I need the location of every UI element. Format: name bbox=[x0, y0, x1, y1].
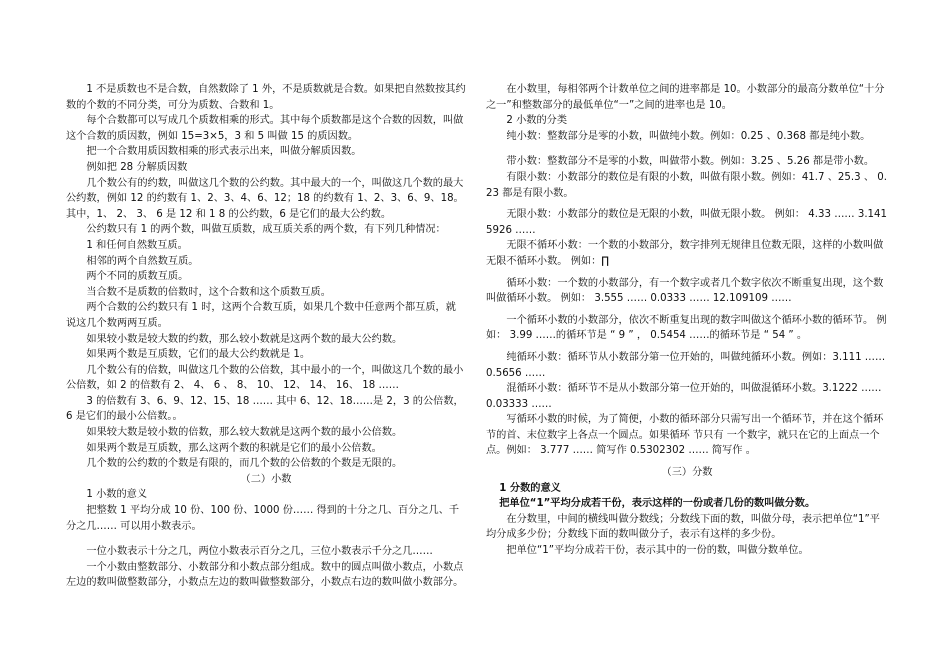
right-column-paragraph: 循环小数：一个数的小数部分，有一个数字或者几个数字依次不断重复出现，这个数叫做循环小数。 例如： 3.555 …… 0.0333 …… 12.109109 …… bbox=[486, 277, 884, 305]
left-column-paragraph: 如果较大数是较小数的倍数，那么较大数就是这两个数的最小公倍数。 bbox=[86, 427, 403, 439]
left-column-paragraph: 公约数只有 1 的两个数，叫做互质数，成互质关系的两个数，有下列几种情况： bbox=[86, 224, 446, 236]
left-column-paragraph: 几个数公有的倍数，叫做这几个数的公倍数，其中最小的一个，叫做这几个数的最小公倍数，如 2 的倍数有 2、 4、 6 、 8、 10、 12、 14、 16、 18 …… bbox=[66, 364, 464, 392]
right-column-paragraph: 无限小数：小数部分的数位是无限的小数，叫做无限小数。 例如： 4.33 …… 3.1415926 …… bbox=[486, 209, 888, 236]
left-column bbox=[66, 82, 466, 591]
left-column-paragraph: 几个数公有的约数，叫做这几个数的公约数。其中最大的一个，叫做这几个数的最大公约数，例如 12 的约数有 1、2、3、4、6、12；18 的约数有 1、2、3、6、9、18。其中，1、 2、 3、 6 是 12 和 1 8 的公约数，6 是它们的最大公约数。 bbox=[66, 177, 464, 220]
left-column-paragraph: 把一个合数用质因数相乘的形式表示出来，叫做分解质因数。 bbox=[86, 146, 362, 158]
left-column-paragraph: 相邻的两个自然数互质。 bbox=[86, 255, 199, 267]
left-column-paragraph: 两个合数的公约数只有 1 时，这两个合数互质，如果几个数中任意两个都互质，就说这几个数两两互质。 bbox=[66, 302, 456, 329]
left-column-paragraph: 把整数 1 平均分成 10 份、100 份、1000 份…… 得到的十分之几、百分之几、千分之几…… 可以用小数表示。 bbox=[66, 505, 460, 532]
left-column-paragraph: 1 小数的意义 bbox=[86, 489, 148, 501]
right-column-paragraph: 带小数：整数部分不是零的小数，叫做带小数。例如：3.25 、5.26 都是带小数。 bbox=[506, 156, 875, 168]
left-column-paragraph: 如果两个数是互质数，它们的最大公约数就是 1。 bbox=[86, 349, 311, 361]
left-column-paragraph: 1 和任何自然数互质。 bbox=[86, 239, 188, 251]
right-column-paragraph: 纯小数：整数部分是零的小数，叫做纯小数。例如：0.25 、0.368 都是纯小数。 bbox=[506, 130, 871, 142]
left-column-paragraph: 3 的倍数有 3、6、9、12、15、18 …… 其中 6、12、18……是 2，3 的公倍数，6 是它们的最小公倍数。。 bbox=[66, 395, 464, 423]
left-column-paragraph: （二）小数 bbox=[240, 473, 292, 485]
right-column-paragraph: 有限小数：小数部分的数位是有限的小数，叫做有限小数。例如：41.7 、25.3 、 0.23 都是有限小数。 bbox=[486, 171, 888, 199]
right-column-paragraph: 把单位“1”平均分成若干份，表示其中的一份的数，叫做分数单位。 bbox=[506, 545, 809, 557]
left-column-paragraph: 1 不是质数也不是合数，自然数除了 1 外，不是质数就是合数。如果把自然数按其约数的个数的不同分类，可分为质数、合数和 1。 bbox=[66, 84, 466, 111]
left-column-paragraph: 如果两个数是互质数，那么这两个数的积就是它们的最小公倍数。 bbox=[86, 442, 382, 454]
left-column-paragraph: 几个数的公约数的个数是有限的，而几个数的公倍数的个数是无限的。 bbox=[86, 458, 403, 470]
right-column-paragraph: 写循环小数的时候，为了简便，小数的循环部分只需写出一个循环节，并在这个循环节的首、末位数字上各点一个圆点。如果循环 节只有 一个数字，就只在它的上面点一个点。例如： 3.777 …… 简写作 0.5302302 …… 简写作 。 bbox=[486, 414, 884, 457]
right-column-paragraph: 纯循环小数：循环节从小数部分第一位开始的，叫做纯循环小数。例如：3.111 …… 0.5656 …… bbox=[486, 351, 886, 379]
right-column-paragraph: 无限不循环小数：一个数的小数部分，数字排列无规律且位数无限，这样的小数叫做无限不循环小数。 例如：∏ bbox=[486, 240, 884, 267]
left-column-paragraph: 如果较小数是较大数的约数，那么较小数就是这两个数的最大公约数。 bbox=[86, 333, 403, 345]
left-column-paragraph: 当合数不是质数的倍数时，这个合数和这个质数互质。 bbox=[86, 286, 331, 298]
left-column-paragraph: 两个不同的质数互质。 bbox=[86, 271, 189, 283]
left-column-paragraph: 一个小数由整数部分、小数部分和小数点部分组成。数中的圆点叫做小数点，小数点左边的数叫做整数部分，小数点左边的数叫做整数部分，小数点右边的数叫做小数部分。 bbox=[66, 561, 464, 589]
right-column-paragraph: 1 分数的意义 bbox=[499, 482, 561, 494]
right-column-paragraph: 在小数里，每相邻两个计数单位之间的进率都是 10。小数部分的最高分数单位“十分之一”和整数部分的最低单位“一”之间的进率也是 10。 bbox=[486, 84, 885, 111]
right-column-paragraph: 在分数里，中间的横线叫做分数线；分数线下面的数，叫做分母，表示把单位“1”平均分成多少份；分数线下面的数叫做分子，表示有这样的多少份。 bbox=[486, 513, 880, 541]
right-column-paragraph: 2 小数的分类 bbox=[506, 115, 568, 127]
right-column-paragraph: （三）分数 bbox=[661, 467, 713, 479]
right-column-paragraph: 一个循环小数的小数部分，依次不断重复出现的数字叫做这个循环小数的循环节。 例如： 3.99 ……的循环节是 “ 9 ” ， 0.5454 ……的循环节是 “ 54 ” 。 bbox=[486, 314, 887, 342]
right-column-paragraph: 把单位“1”平均分成若干份，表示这样的一份或者几份的数叫做分数。 bbox=[499, 498, 816, 510]
left-column-paragraph: 每个合数都可以写成几个质数相乘的形式。其中每个质数都是这个合数的因数，叫做这个合数的质因数，例如 15=3×5，3 和 5 叫做 15 的质因数。 bbox=[66, 115, 464, 142]
right-column bbox=[486, 82, 888, 559]
left-column-paragraph: 例如把 28 分解质因数 bbox=[86, 161, 188, 173]
left-column-paragraph: 一位小数表示十分之几，两位小数表示百分之几，三位小数表示千分之几…… bbox=[86, 546, 433, 558]
right-column-paragraph: 混循环小数：循环节不是从小数部分第一位开始的，叫做混循环小数。3.1222 …… 0.03333 …… bbox=[486, 383, 882, 410]
